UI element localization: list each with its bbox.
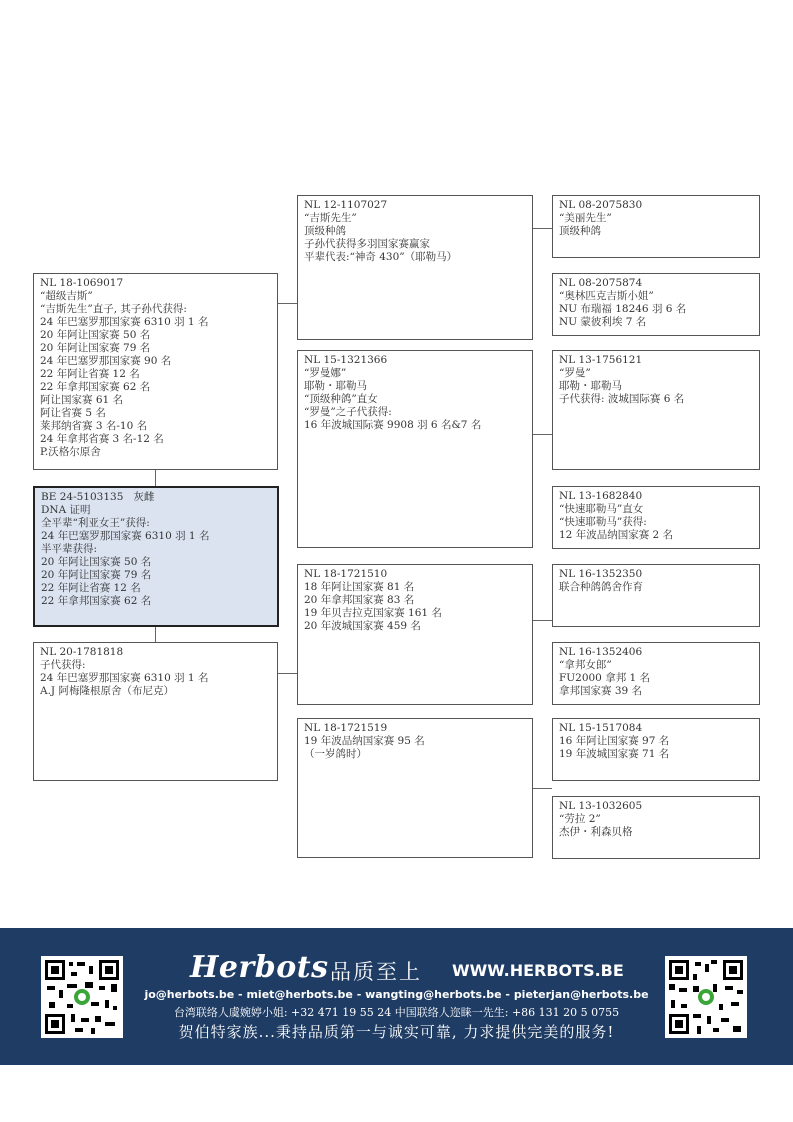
- pedigree-line: 16 年阿让国家赛 97 名: [559, 735, 670, 747]
- pedigree-line: 莱邦纳省赛 3 名-10 名: [40, 420, 148, 432]
- pedigree-line: 阿让省赛 5 名: [40, 407, 106, 419]
- pedigree-line: A.J 阿梅隆根原舍（布尼克）: [40, 685, 174, 697]
- pedigree-line: 24 年巴塞罗那国家赛 6310 羽 1 名: [40, 672, 209, 684]
- ring-number: NL 16-1352406: [559, 646, 643, 658]
- pedigree-line: “快速耶勒马”直女: [559, 503, 644, 515]
- ring-number: NL 16-1352350: [559, 568, 643, 580]
- ddd-box: [552, 796, 760, 859]
- pedigree-line: NU 布瑞福 18246 羽 6 名: [559, 303, 687, 315]
- pedigree-line: 20 年波城国家赛 459 名: [304, 620, 421, 632]
- pedigree-line: 22 年拿邦国家赛 62 名: [41, 595, 152, 607]
- connector: [278, 303, 297, 304]
- pedigree-line: 拿邦国家赛 39 名: [559, 685, 643, 697]
- pedigree-line: 20 年阿让国家赛 79 名: [40, 342, 151, 354]
- pedigree-line: 联合种鸽鸽舍作育: [559, 581, 643, 593]
- pedigree-line: 全平辈“利亚女王”获得:: [41, 517, 150, 529]
- sss-box: [552, 195, 760, 258]
- pedigree-line: 22 年拿邦国家赛 62 名: [40, 381, 151, 393]
- dss-box: [552, 564, 760, 627]
- pedigree-line: DNA 证明: [41, 504, 91, 516]
- pedigree-line: 22 年阿让省赛 12 名: [41, 582, 141, 594]
- family-tagline: 贺伯特家族...秉持品质第一与诚实可靠, 力求提供完美的服务!: [178, 1023, 615, 1041]
- ring-number: NL 13-1682840: [559, 490, 643, 502]
- pedigree-line: 22 年阿让省赛 12 名: [40, 368, 140, 380]
- ring-number: NL 18-1069017: [40, 277, 124, 289]
- ring-number: NL 15-1321366: [304, 354, 388, 366]
- connector: [533, 434, 552, 435]
- pedigree-line: 16 年波城国际赛 9908 羽 6 名&7 名: [304, 419, 482, 431]
- dds-box: [552, 718, 760, 781]
- pedigree-line: 20 年阿让国家赛 79 名: [41, 569, 152, 581]
- dam-sire-box: [297, 564, 533, 705]
- connector: [155, 627, 156, 642]
- pedigree-line: “罗曼”: [559, 367, 591, 379]
- pedigree-line: （一岁鸽时）: [304, 748, 367, 760]
- pedigree-line: 平辈代表:“神奇 430”（耶勒马）: [304, 251, 458, 263]
- ring-number: NL 18-1721519: [304, 722, 388, 734]
- pedigree-line: 耶勒・耶勒马: [559, 380, 622, 392]
- pedigree-line: P.沃格尔原舍: [40, 446, 101, 458]
- pedigree-line: “快速耶勒马”获得:: [559, 516, 647, 528]
- footer-banner: [0, 928, 793, 1065]
- pedigree-line: 阿让国家赛 61 名: [40, 394, 124, 406]
- pedigree-line: 子代获得: 波城国际赛 6 名: [559, 393, 685, 405]
- sds-box: [552, 350, 760, 470]
- pedigree-line: 20 年拿邦国家赛 83 名: [304, 594, 415, 606]
- pedigree-line: 顶级种鸽: [304, 225, 346, 237]
- pedigree-line: 子代获得:: [40, 659, 86, 671]
- pedigree-line: 半平辈获得:: [41, 543, 98, 555]
- pedigree-line: 顶级种鸽: [559, 225, 601, 237]
- pedigree-line: “拿邦女郎”: [559, 659, 612, 671]
- pedigree-line: “吉斯先生”直子, 其子孙代获得:: [40, 303, 187, 315]
- ring-number: NL 12-1107027: [304, 199, 388, 211]
- pedigree-line: NU 蒙彼利埃 7 名: [559, 316, 647, 328]
- dsd-box: [552, 642, 760, 705]
- connector: [533, 228, 552, 229]
- ring-number: NL 18-1721510: [304, 568, 388, 580]
- dam-box: [33, 642, 278, 781]
- connector: [533, 788, 552, 789]
- ring-number: NL 08-2075874: [559, 277, 643, 289]
- pedigree-line: FU2000 拿邦 1 名: [559, 672, 651, 684]
- website-link[interactable]: WWW.HERBOTS.BE: [452, 961, 624, 980]
- connector: [155, 470, 156, 486]
- pedigree-line: “奥林匹克吉斯小姐”: [559, 290, 654, 302]
- brand-logo: Herbots: [190, 950, 329, 985]
- pedigree-line: 杰伊・利森贝格: [559, 826, 633, 838]
- brand-slogan: 品质至上: [330, 960, 422, 984]
- pedigree-line: 子孙代获得多羽国家赛赢家: [304, 238, 430, 250]
- sire-box: [33, 273, 278, 470]
- connector: [533, 620, 552, 621]
- pedigree-line: 耶勒・耶勒马: [304, 380, 367, 392]
- sdd-box: [552, 486, 760, 549]
- pedigree-line: “罗曼娜”: [304, 367, 347, 379]
- connector: [278, 673, 297, 674]
- pedigree-line: 12 年波品纳国家赛 2 名: [559, 529, 674, 541]
- pedigree-line: “顶级种鸽”直女: [304, 393, 378, 405]
- pedigree-line: “吉斯先生”: [304, 212, 357, 224]
- contact-phones: 台湾联络人虞婉婷小姐: +32 471 19 55 24 中国联络人迩睐一先生: +86 131 20 5 0755: [173, 1006, 620, 1019]
- ring-number: NL 13-1756121: [559, 354, 643, 366]
- dam-dam-box: [297, 718, 533, 858]
- pedigree-line: 24 年巴塞罗那国家赛 6310 羽 1 名: [41, 530, 210, 542]
- sire-sire-box: [297, 195, 533, 340]
- sire-dam-box: [297, 350, 533, 548]
- pedigree-line: 20 年阿让国家赛 50 名: [40, 329, 151, 341]
- pedigree-line: “劳拉 2”: [559, 813, 601, 825]
- pedigree-line: 19 年贝吉拉克国家赛 161 名: [304, 607, 442, 619]
- subject-box: [33, 486, 279, 627]
- pedigree-line: 19 年波城国家赛 71 名: [559, 748, 670, 760]
- pedigree-line: 19 年波品纳国家赛 95 名: [304, 735, 425, 747]
- ring-number: NL 08-2075830: [559, 199, 643, 211]
- pedigree-line: “美丽先生”: [559, 212, 612, 224]
- contact-emails[interactable]: jo@herbots.be - miet@herbots.be - wangting@herbots.be - pieterjan@herbots.be: [144, 988, 649, 1001]
- pedigree-line: 24 年巴塞罗那国家赛 90 名: [40, 355, 172, 367]
- ring-number: NL 15-1517084: [559, 722, 643, 734]
- pedigree-line: 18 年阿让国家赛 81 名: [304, 581, 415, 593]
- pedigree-line: “超级吉斯”: [40, 290, 93, 302]
- ring-number: BE 24-5103135 灰雌: [41, 491, 155, 503]
- pedigree-line: “罗曼”之子代获得:: [304, 406, 392, 418]
- ring-number: NL 13-1032605: [559, 800, 643, 812]
- pedigree-line: 20 年阿让国家赛 50 名: [41, 556, 152, 568]
- ring-number: NL 20-1781818: [40, 646, 124, 658]
- ssd-box: [552, 273, 760, 336]
- pedigree-line: 24 年巴塞罗那国家赛 6310 羽 1 名: [40, 316, 209, 328]
- pedigree-line: 24 年拿邦省赛 3 名-12 名: [40, 433, 164, 445]
